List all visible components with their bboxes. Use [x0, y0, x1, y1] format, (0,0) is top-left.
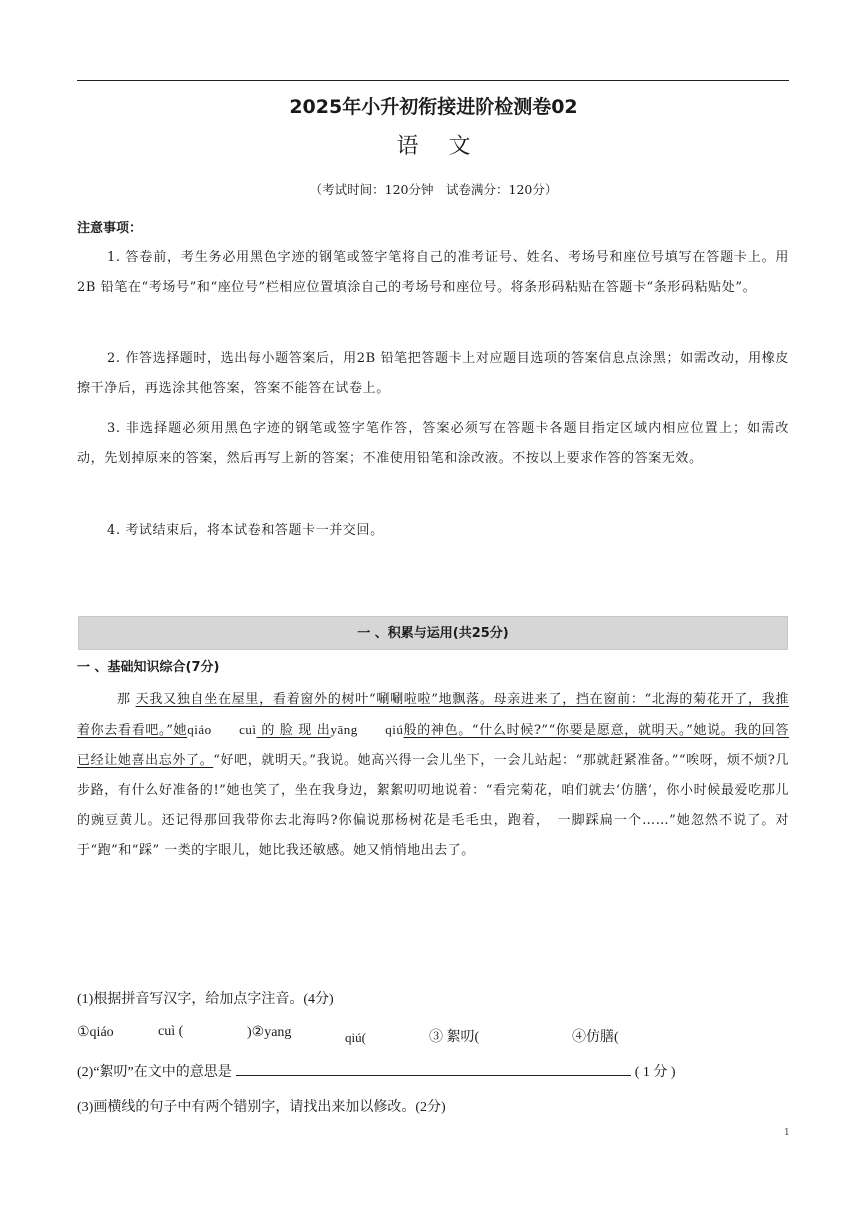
- pinyin-qiao: qiáo: [187, 722, 212, 737]
- question-2: [77, 1061, 676, 1081]
- q1-item-yang: )②yang: [247, 1025, 292, 1040]
- underlined-sentence-2: 的 脸 现 出: [256, 723, 331, 738]
- pinyin-cui: cuì: [239, 722, 257, 737]
- q2-score: ( 1 分 ): [634, 1065, 676, 1080]
- notice-item-3: 3. 非选择题必须用黑色字迹的钢笔或签字笔作答，答案必须写在答题卡各题目指定区域内相应位置上；如需改动，先划掉原来的答案，然后再写上新的答案；不准使用铅笔和涂改液。不按以上要求作答的答案无效。: [77, 421, 789, 466]
- underlined-sentence-3: 般的神色。“什么时候?”“你要是愿意，就明天。”她说。我的回答已经让她喜出忘外了。: [77, 723, 789, 768]
- passage-gap: [358, 723, 386, 738]
- q2-prefix: (2)“絮叨”在文中的意思是: [77, 1065, 232, 1080]
- pinyin-qiu: qiú: [385, 722, 404, 737]
- subject-title: 语文: [396, 134, 501, 159]
- page-number: 1: [784, 1128, 790, 1138]
- question-1: (1)根据拼音写汉字，给加点字注音。(4分): [77, 992, 334, 1007]
- notice-item-4: 4. 考试结束后，将本试卷和答题卡一并交回。: [107, 523, 384, 538]
- q1-item-xudao: ③ 絮叨(: [429, 1030, 480, 1045]
- question-1-items: [77, 1024, 789, 1048]
- header-rule: [77, 80, 789, 81]
- q1-item-qiu: qiú(: [345, 1030, 366, 1045]
- passage-lead: 那: [117, 692, 131, 707]
- answer-blank-line[interactable]: [236, 1063, 631, 1076]
- q1-item-qiao: ①qiáo: [77, 1025, 114, 1040]
- notice-heading: 注意事项：: [77, 221, 143, 236]
- q1-item-fangshan: ④仿膳(: [572, 1030, 619, 1045]
- question-3: (3)画横线的句子中有两个错别字，请找出来加以修改。(2分): [77, 1100, 446, 1115]
- pinyin-yang: yāng: [330, 722, 358, 737]
- q1-item-cui: cuì (: [158, 1024, 184, 1039]
- exam-title: 2025年小升初衔接进阶检测卷02: [289, 96, 578, 118]
- sub-section-heading: 一 、基础知识综合(7分): [77, 660, 220, 675]
- underlined-sentence-1: 天我又独自坐在屋里，看着窗外的树叶“唰唰啦啦”地飘落。母亲进来了，挡在窗前：“北海的菊花开了，我推着你去看看吧。”她: [77, 692, 789, 738]
- exam-info: （考试时间：120分钟 试卷满分：120分）: [309, 182, 558, 197]
- passage-rest: “好吧，就明天。”我说。她高兴得一会儿坐下，一会儿站起：“那就赶紧准备。”“唉呀，烦不烦?几步路，有什么好准备的!”她也笑了，坐在我身边，絮絮叨叨地说着：“看完菊花，咱们就去‘仿膳’，你小时候最爱吃那儿的豌豆黄儿。还记得那回我带你去北海吗?你偏说那杨树花是毛毛虫，跑着， 一脚踩扁一个……”她忽然不说了。对于“跑”和“踩” 一类的字眼儿，她比我还敏感。她又悄悄地出去了。: [77, 753, 789, 858]
- section-title-bar: 一 、积累与运用(共25分): [78, 616, 788, 650]
- reading-passage: [77, 685, 789, 866]
- passage-gap: [212, 723, 240, 738]
- notice-item-1: 1. 答卷前，考生务必用黑色字迹的钢笔或签字笔将自己的准考证号、姓名、考场号和座位号填写在答题卡上。用2B 铅笔在“考场号”和“座位号”栏相应位置填涂自己的考场号和座位号。将条形码粘贴在答题卡“条形码粘贴处”。: [77, 250, 789, 295]
- notice-item-2: 2. 作答选择题时，选出每小题答案后，用2B 铅笔把答题卡上对应题目选项的答案信息点涂黑；如需改动，用橡皮擦干净后，再选涂其他答案，答案不能答在试卷上。: [77, 351, 789, 396]
